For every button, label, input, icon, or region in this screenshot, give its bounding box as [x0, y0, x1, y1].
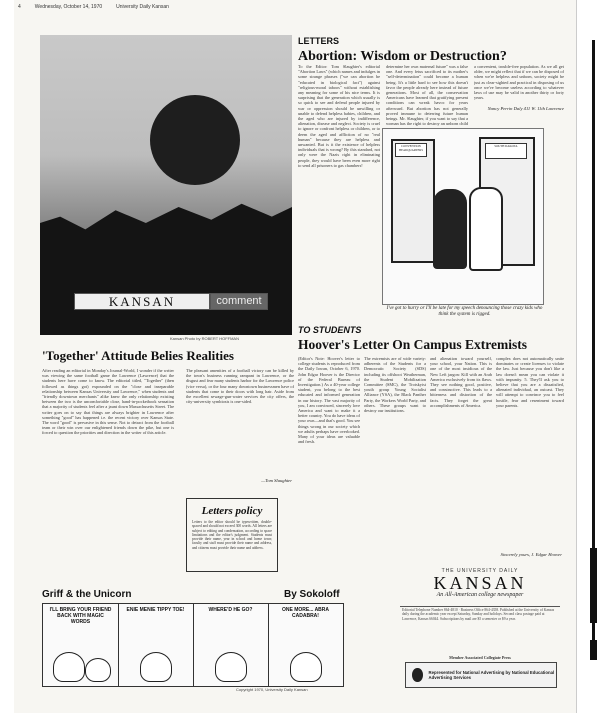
together-text-1: After reading an editorial in Monday's Journal-World, I wonder if the writer was viewing the same football game the Lawrence (Lawrence) that the students here have come to know. The editorial titled, "Together" (then followed as things got) expounded on the "close and inseparable relationship between Kansas University and Lawrence," when students and "friendly downtown merchants" alike knew the only relationship existing between the two is the uncomfortable close, hand-in-pocketbook sensation that a majority of students feel after a jaunt down Massachusetts Street. The writer goes on to say that things are always brighter in Lawrence after something "good" has happened i.e. the recent victory over Kansas State. The word "good" is pervasive in this sense. Not to detract from the football team or their win over our enlightened friends down the pike, but one is forced to question the priorities and direction in the writer of this article.	[42, 368, 174, 436]
kansan-banner: KANSAN	[74, 293, 210, 310]
together-column-1	[42, 368, 174, 586]
hoover-signoff: Sincerely yours, J. Edgar Hoover	[500, 552, 562, 557]
comic-bubble-3: WHERE'D HE GO?	[208, 607, 253, 613]
hoover-headline: Hoover's Letter On Campus Extremists	[298, 337, 527, 352]
comic-griff-figure	[53, 652, 85, 682]
paper-name: University Daily Kansan	[116, 4, 169, 10]
comment-banner: comment	[210, 293, 268, 310]
letters-policy-body: Letters to the editor should be typewritten, double-spaced and should not exceed 300 words. All letters are subject to editing and condensation, according to space limitations and the editor's judgment. Students must provide their name, year in school and home town; faculty and staff must provide their name and address, and citizens must provide their name and address.	[192, 520, 272, 550]
editorial-cartoon	[382, 128, 544, 305]
comic-griff-figure	[140, 652, 172, 682]
hoover-text-2: The extremists are of wide variety: adherents of the Students for a Democratic Society (SDS) including its offshoot Weatherman, the Student Mobilization Committee (SMC), the Trotskyist youth group Young Socialist Alliance (YSA), the Black Panther Party, the Workers World Party, and others. These groups want to destroy our institutions.	[364, 356, 426, 414]
comic-unicorn-figure	[85, 658, 111, 682]
hoover-text-4: complex does not automatically unite dominates or create licenses to violate the law. Just because you don't like a law doesn't mean you can violate it with impunity. 5. They'll ask you to believe that you are a dissatisfied, alienated individual, an outcast. They will attempt to convince you to feel hostile, fear and resentment toward your parents.	[496, 356, 564, 408]
abortion-column-2	[386, 64, 468, 126]
abortion-text-2: determine her own maternal future" was a false one. And every fetus sacrificed to its mother's "self-determination" could become a human being. It's a little hard to see how this doesn't favor the people already here instead of future generations. Most of all, the conservation Americans have learned that gratifying present conditions can wreak havoc for years afterward. But abortion has not generally proved immune to deterring future human beings. Mr. Slaughter, if you want to say that a woman has the right to destroy an unborn child	[386, 64, 468, 126]
national-ad-text: Represented for National Advertising by National Educational Advertising Services	[428, 669, 555, 680]
comic-panel-3	[193, 604, 269, 686]
comic-panel-2	[118, 604, 194, 686]
cartoon-sign-right: SOUTH DAKOTA	[485, 143, 527, 159]
masthead-the: THE UNIVERSITY DAILY	[441, 568, 519, 574]
masthead	[400, 568, 560, 598]
comic-griff-figure	[290, 652, 322, 682]
cartoon-figure-dark	[433, 189, 467, 269]
abortion-headline: Abortion: Wisdom or Destruction?	[298, 49, 507, 64]
edge-block	[590, 548, 597, 623]
comic-copyright: Copyright 1970, University Daily Kansan	[236, 687, 308, 692]
cartoon-sign-left: CONVENTION HEADQUARTERS	[395, 143, 427, 157]
hoover-column-4	[496, 356, 564, 551]
letters-section-tag: LETTERS	[298, 36, 340, 46]
hoover-text-3: and alienation toward yourself, your school, your Nation. This is one of the most insidious of the New Left jargon: Kill with an Arab America exclusively from its flaws. They see nothing good, positive, and constructive. This leads to a bitterness and distortion of the facts. They forget the great accomplishments of America.	[430, 356, 492, 408]
masthead-name: KANSAN	[433, 573, 527, 593]
photo-credit: Kansan Photo by ROBERT HOFFMAN	[170, 336, 239, 341]
together-headline: 'Together' Attitude Belies Realities	[42, 348, 234, 363]
together-column-2	[186, 368, 294, 476]
letters-policy-title: Letters policy	[201, 505, 263, 517]
hoover-text-1: (Editor's Note: Hoover's letter to college students is reproduced from the Daily Iowan, October 6, 1970. John Edgar Hoover is the Director of the Federal Bureau of Investigation.) As a 40-year college student, you belong to the best educated and informed generation in our history. The vast majority of you, I am convinced, sincerely love America and want to make it a better country. You do have ideas of your own—and that's good. You see things wrong in our society which we adults perhaps have overlooked. Many of your ideas are valuable and fresh.	[298, 356, 360, 445]
comic-title: Griff & the Unicorn	[42, 589, 132, 600]
member-acp: Member Associated Collegiate Press	[449, 655, 511, 660]
abortion-text-3: a convenient, trouble-free population. As we all get older, we might reflect that if we can be disposed of when we're helpless and unborn, society might be just as clear-sighted and practical in disposing of us once we've become useless according to whatever laws of use may be valid in another thirty or forty years.	[474, 64, 564, 101]
together-signoff: —Tom Slaughter	[261, 478, 292, 483]
adjacent-page-edge	[578, 0, 600, 713]
comic-panel-1	[43, 604, 119, 686]
hoover-column-3	[430, 356, 492, 561]
national-ad-box	[405, 662, 557, 688]
cartoon-figure-light	[469, 187, 503, 271]
abortion-signoff: Nancy Perrin Daly 411 W. 11th Lawrence	[487, 106, 564, 111]
comic-author: By Sokoloff	[284, 589, 340, 600]
masthead-tagline: An All-American college newspaper	[436, 592, 524, 598]
page-date: Wednesday, October 14, 1970	[34, 4, 103, 10]
together-text-2: The pleasant amenities of a football victory can be killed by the town's business running rampant in Lawrence, or the disgust and fear many students harbor for the Lawrence police (vice versa), or the four many downtown businessmen have of students that come to their doors with long hair. Aside from the excellent sewage-gun-water services the city offers, the city-university symbiosis is one-sided.	[186, 368, 294, 405]
edge-block-small	[590, 640, 597, 660]
masthead-small-print: Editorial Telephone Number 864-4810 · Business Office 864-4358. Published at the University of Kansas daily during the academic year except Saturday, Sunday and holidays. Second class postage paid at Lawrence, Kansas 66044. Subscriptions by mail are $5 a semester or $9 a year.	[402, 608, 555, 621]
photo-tree	[150, 95, 240, 185]
cartoon-caption: I've got to hurry or I'll be late for my speech denouncing those crazy kids who think the system is rigged.	[386, 306, 543, 317]
abortion-text-1: To the Editor: Tom Slaughter's editorial "Abortion Laws" (which names and indulges in some strange phrases ("we can abortion be "educated in biological fact") against "religious-moral taboos" without establishing any meaning for some of his nice terms. It is surprising that the generation which usually is so quick to see and defend people injured by war or oppression should be unwilling or unable to defend helpless babies, children, and the aged who are injured by indifference, alienation, disease and neglect. Society is cruel to ignore or confront helpless or children, or to deem the aged and affliction of no "real human" because they are helpless and unwanted. But is it the existence of helpless individuals that is wrong? By this standard, not only were the Nazis right in eliminating people, they would have been even more right to send all prisoners to gas chambers!	[298, 64, 380, 168]
students-section-tag: TO STUDENTS	[298, 325, 362, 335]
cartoon-door-left	[391, 139, 435, 263]
comic-strip	[42, 603, 344, 687]
masthead-rule	[400, 606, 560, 607]
page-number: 4	[18, 4, 21, 10]
comic-bubble-2: ENIE MENIE TIPPY TOE!	[126, 607, 185, 613]
comic-bubble-4: ONE MORE... ABRA CADABRA!	[281, 607, 330, 619]
comic-panel-4	[268, 604, 343, 686]
letters-policy-box	[186, 498, 278, 572]
landscape-photo	[40, 35, 292, 335]
page-header	[18, 4, 298, 10]
comic-bubble-1: I'LL BRING YOUR FRIEND BACK WITH MAGIC WORDS	[49, 607, 112, 625]
abortion-column-1	[298, 64, 380, 322]
comic-griff-figure	[215, 652, 247, 682]
nas-logo-icon	[412, 668, 423, 682]
